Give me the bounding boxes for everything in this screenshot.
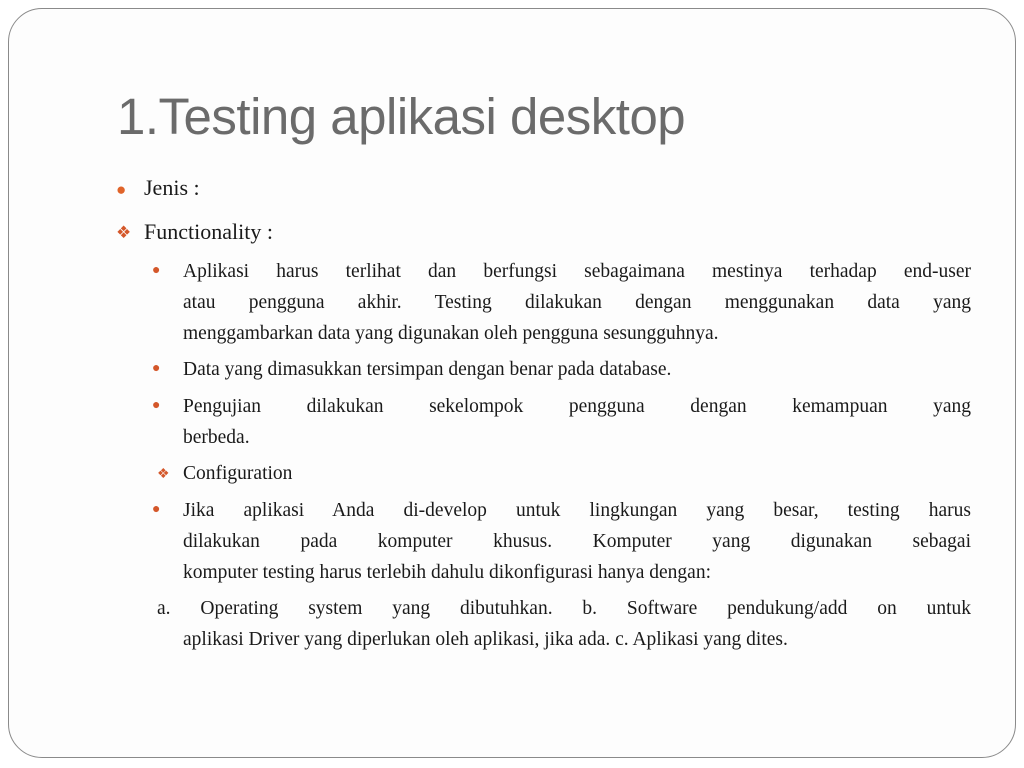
text-line: berbeda. bbox=[183, 427, 250, 448]
point-text bbox=[183, 495, 971, 588]
configuration-heading bbox=[157, 458, 292, 489]
text-line: atau pengguna akhir. Testing dilakukan dengan menggunakan data yang bbox=[183, 292, 971, 313]
round-bullet-icon: ● bbox=[152, 361, 161, 376]
round-bullet-icon: ● bbox=[116, 180, 127, 199]
slide bbox=[8, 8, 1016, 758]
text-line: Aplikasi harus terlihat dan berfungsi sebagaimana mestinya terhadap end-user bbox=[183, 261, 971, 282]
text-line: Jika aplikasi Anda di-develop untuk lingkungan yang besar, testing harus bbox=[183, 500, 971, 521]
list-item-label: Functionality : bbox=[144, 219, 273, 244]
diamond-bullet-icon: ❖ bbox=[157, 467, 170, 482]
list-item-jenis bbox=[116, 175, 200, 201]
slide-title: 1.Testing aplikasi desktop bbox=[117, 88, 686, 145]
text-line: aplikasi Driver yang diperlukan oleh aplikasi, jika ada. c. Aplikasi yang dites. bbox=[183, 629, 788, 650]
text-line: menggambarkan data yang digunakan oleh pengguna sesungguhnya. bbox=[183, 323, 719, 344]
round-bullet-icon: ● bbox=[152, 502, 161, 517]
text-line: Pengujian dilakukan sekelompok pengguna dengan kemampuan yang bbox=[183, 396, 971, 417]
diamond-bullet-icon: ❖ bbox=[116, 223, 132, 242]
point-text bbox=[183, 256, 971, 349]
text-line: a. Operating system yang dibutuhkan. b. Software pendukung/add on untuk bbox=[157, 598, 971, 619]
round-bullet-icon: ● bbox=[152, 398, 161, 413]
requirements-line bbox=[157, 593, 971, 624]
list-item-label: Jenis : bbox=[144, 175, 200, 200]
text-line: Data yang dimasukkan tersimpan dengan benar pada database. bbox=[183, 359, 672, 380]
text-line: komputer testing harus terlebih dahulu dikonfigurasi hanya dengan: bbox=[183, 562, 711, 583]
point-text bbox=[183, 354, 971, 385]
configuration-label: Configuration bbox=[183, 463, 293, 484]
list-item-functionality bbox=[116, 219, 273, 245]
requirements-line bbox=[183, 624, 971, 655]
round-bullet-icon: ● bbox=[152, 263, 161, 278]
point-text bbox=[183, 391, 971, 453]
text-line: dilakukan pada komputer khusus. Komputer yang digunakan sebagai bbox=[183, 531, 971, 552]
